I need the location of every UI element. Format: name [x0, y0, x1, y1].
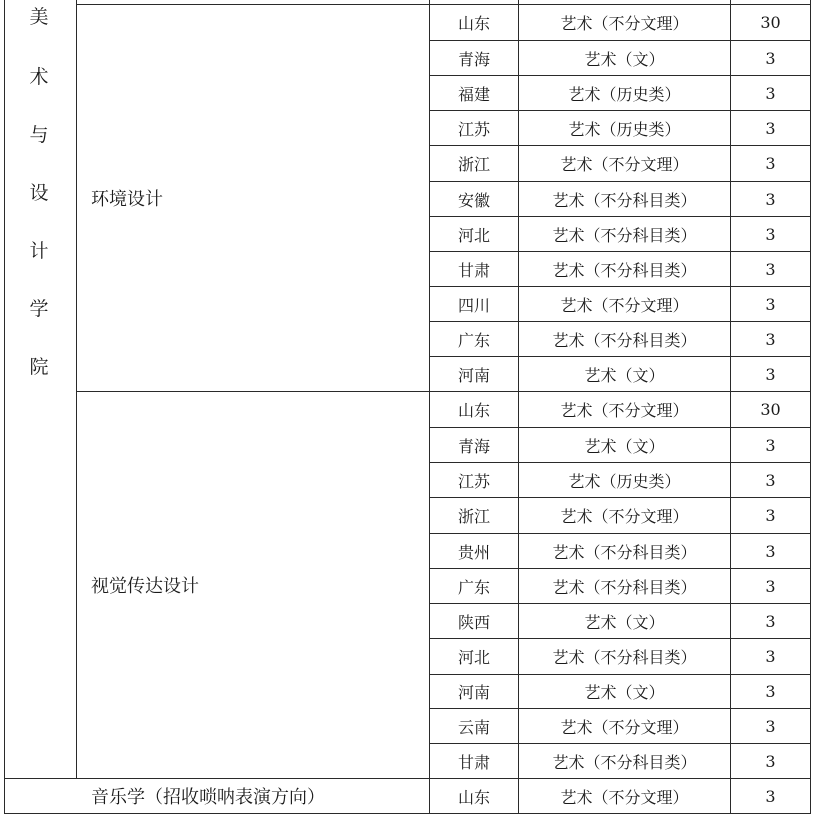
category-cell: 艺术（不分文理） [560, 787, 689, 807]
category-cell: 艺术（历史类） [568, 471, 681, 491]
count-cell: 3 [765, 716, 776, 736]
province-cell: 广东 [457, 330, 490, 350]
department-char: 学 [29, 298, 49, 320]
grid-line-horizontal [4, 813, 811, 814]
grid-line-horizontal [4, 778, 77, 779]
province-cell: 贵州 [457, 542, 490, 562]
province-cell: 江苏 [457, 471, 490, 491]
department-char: 与 [29, 124, 49, 146]
province-cell: 福建 [457, 84, 490, 104]
category-cell: 艺术（文） [584, 436, 665, 456]
count-cell: 3 [765, 506, 776, 525]
count-cell: 3 [765, 154, 776, 173]
count-cell: 3 [765, 611, 776, 631]
province-cell: 甘肃 [457, 752, 490, 772]
count-cell: 3 [765, 786, 776, 806]
category-cell: 艺术（不分科目类） [552, 260, 697, 280]
department-char: 设 [29, 182, 49, 204]
category-cell: 艺术（不分科目类） [552, 225, 697, 245]
count-cell: 30 [760, 400, 781, 419]
province-cell: 山东 [457, 14, 490, 33]
province-cell: 河北 [457, 648, 490, 667]
province-cell: 山东 [457, 787, 490, 807]
province-cell: 河北 [457, 225, 490, 245]
category-cell: 艺术（不分科目类） [552, 577, 697, 597]
department-char: 院 [29, 356, 49, 378]
count-cell: 3 [765, 329, 776, 349]
category-cell: 艺术（不分科目类） [552, 190, 697, 210]
province-cell: 浙江 [457, 155, 490, 174]
category-cell: 艺术（历史类） [568, 119, 681, 139]
province-cell: 山东 [457, 401, 490, 420]
count-cell: 3 [765, 189, 776, 209]
count-cell: 3 [765, 364, 776, 384]
major-cell: 环境设计 [91, 189, 163, 210]
major-cell: 视觉传达设计 [91, 576, 199, 597]
province-cell: 浙江 [457, 507, 490, 526]
province-cell: 河南 [457, 365, 490, 385]
count-cell: 3 [765, 224, 776, 244]
category-cell: 艺术（不分文理） [560, 14, 689, 33]
province-cell: 陕西 [457, 612, 490, 632]
count-cell: 3 [765, 751, 776, 771]
category-cell: 艺术（不分文理） [560, 295, 689, 315]
count-cell: 3 [765, 470, 776, 490]
category-cell: 艺术（不分科目类） [552, 752, 697, 772]
count-cell: 3 [765, 118, 776, 138]
department-char: 计 [29, 240, 49, 262]
province-cell: 河南 [457, 683, 490, 702]
category-cell: 艺术（不分文理） [560, 155, 689, 174]
count-cell: 3 [765, 48, 776, 68]
category-cell: 艺术（文） [584, 683, 665, 702]
count-cell: 3 [765, 682, 776, 701]
category-cell: 艺术（不分科目类） [552, 648, 697, 667]
province-cell: 广东 [457, 577, 490, 597]
count-cell: 3 [765, 83, 776, 103]
category-cell: 艺术（文） [584, 365, 665, 385]
count-cell: 3 [765, 647, 776, 666]
count-cell: 30 [760, 13, 781, 32]
province-cell: 安徽 [457, 190, 490, 210]
category-cell: 艺术（不分科目类） [552, 542, 697, 562]
province-cell: 青海 [457, 49, 490, 69]
category-cell: 艺术（不分文理） [560, 717, 689, 737]
grid-line-vertical [810, 0, 811, 814]
major-cell: 音乐学（招收唢呐表演方向） [91, 787, 325, 808]
count-cell: 3 [765, 576, 776, 596]
province-cell: 江苏 [457, 119, 490, 139]
category-cell: 艺术（不分科目类） [552, 330, 697, 350]
category-cell: 艺术（文） [584, 612, 665, 632]
count-cell: 3 [765, 435, 776, 455]
category-cell: 艺术（不分文理） [560, 401, 689, 420]
department-char: 美 [29, 6, 49, 28]
count-cell: 3 [765, 541, 776, 561]
province-cell: 四川 [457, 295, 490, 315]
count-cell: 3 [765, 294, 776, 314]
province-cell: 甘肃 [457, 260, 490, 280]
province-cell: 青海 [457, 436, 490, 456]
department-char: 术 [29, 66, 49, 88]
grid-line-vertical [4, 0, 5, 814]
count-cell: 3 [765, 259, 776, 279]
category-cell: 艺术（历史类） [568, 84, 681, 104]
category-cell: 艺术（不分文理） [560, 507, 689, 526]
category-cell: 艺术（文） [584, 49, 665, 69]
province-cell: 云南 [457, 717, 490, 737]
